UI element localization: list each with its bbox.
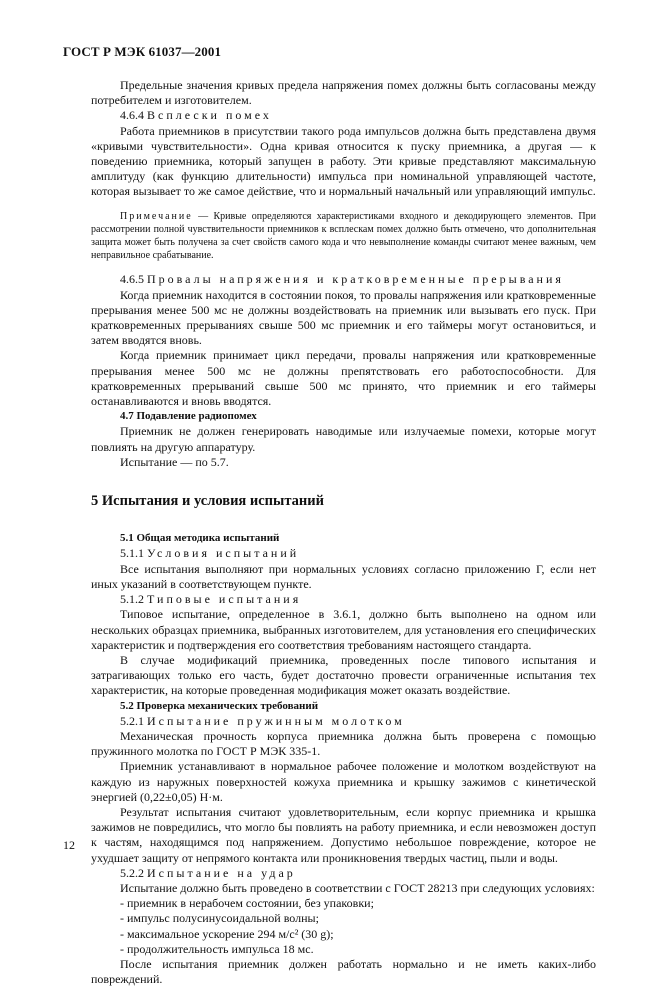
paragraph: Механическая прочность корпуса приемника должна быть проверена с помощью пружинного молотка по ГОСТ Р МЭК 335-1. [91, 728, 596, 759]
list-item: - импульс полусинусоидальной волны; [120, 911, 319, 926]
paragraph: После испытания приемник должен работать нормально и не иметь каких-либо повреждений. [91, 956, 596, 987]
list-item: - продолжительность импульса 18 мс. [120, 941, 314, 956]
document-header: ГОСТ Р МЭК 61037—2001 [63, 44, 222, 59]
section-title: Типовые испытания [147, 592, 302, 607]
section-heading-5-2-2 [91, 866, 596, 881]
paragraph: Предельные значения кривых предела напряжения помех должны быть согласованы между потребителем и изготовителем. [91, 78, 596, 108]
section-heading-5-2: 5.2 Проверка механических требований [120, 699, 319, 712]
list-item: - максимальное ускорение 294 м/с² (30 g); [120, 926, 334, 941]
paragraph: Работа приемников в присутствии такого рода импульсов должна быть представлена двумя «кривыми чувствительности». Одна кривая относится к пуску приемника, а другая — к поведению приемника, который запущен в работу. Эти кривые представляют максимальную амплитуду (как функцию длительности) импульса при номинальной управляющей частоте, которая вызывает то же самое действие, что и нормальный начальный или управляющий импульс. [91, 123, 596, 199]
section-number: 5.1.2 [120, 592, 144, 607]
paragraph: Испытание — по 5.7. [120, 454, 229, 469]
chapter-heading-5: 5 Испытания и условия испытаний [91, 493, 324, 510]
paragraph: Приемник устанавливают в нормальное рабочее положение и молотком воздействуют на каждую из наружных поверхностей кожуха приемника и крышку зажимов с кинетической энергией (0,22±0,05) Н·м. [91, 759, 596, 804]
paragraph: Результат испытания считают удовлетворительным, если корпус приемника и крышка зажимов не повредились, что могло бы повлиять на работу приемника, и если невозможен доступ к частям, находящимся под напряжением. Допустимо небольшое повреждение, которое не ухудшает защиту от непрямого контакта или проникновения твердых частиц, пыли и воды. [91, 804, 596, 865]
section-heading-4-6-5 [91, 272, 596, 287]
note [91, 210, 596, 263]
section-heading-4-7: 4.7 Подавление радиопомех [120, 410, 257, 423]
section-heading-5-1-2 [91, 592, 596, 607]
section-title: Всплески помех [147, 108, 272, 123]
paragraph: Все испытания выполняют при нормальных условиях согласно приложению Г, если нет иных указаний в соответствующем пункте. [91, 561, 596, 591]
section-title: Испытание пружинным молотком [147, 713, 405, 728]
note-text: — Кривые определяются характеристиками входного и декодирующего элементов. При рассмотрении полной чувствительности приемников к всплескам помех должно быть отмечено, что дополнительная защита может быть получена за счет свойств самого кода и что невыполнение команды считают менее важным, чем неправильное срабатывание. [91, 210, 596, 262]
section-number: 5.1.1 [120, 546, 144, 561]
list-item: - приемник в нерабочем состоянии, без упаковки; [120, 896, 374, 911]
section-heading-5-1-1 [91, 546, 596, 561]
paragraph: Типовое испытание, определенное в 3.6.1, должно быть выполнено на одном или нескольких образцах приемника, выбранных изготовителем, для установления его специфических характеристик и подтверждения его соответствия требованиям настоящего стандарта. [91, 607, 596, 652]
section-number: 5.2.2 [120, 865, 144, 880]
page-number: 12 [63, 838, 75, 852]
paragraph: Когда приемник находится в состоянии покоя, то провалы напряжения или кратковременные прерывания менее 500 мс не должны воздействовать на приемник или вызывать его пуск. При кратковременных прерываниях свыше 500 мс приемник и его таймеры могут остановиться, и затем вводятся вновь. [91, 287, 596, 348]
note-label: Примечание [120, 210, 193, 222]
paragraph: Когда приемник принимает цикл передачи, провалы напряжения или кратковременные прерывания менее 500 мс не должны препятствовать его работоспособности. Для кратковременных прерываний свыше 500 мс принято, что приемник и его таймеры останавливаются и вновь вводятся. [91, 348, 596, 409]
section-number: 5.2.1 [120, 713, 144, 728]
document-body [91, 78, 596, 987]
paragraph: В случае модификаций приемника, проведенных после типового испытания и затрагивающих только его часть, будет достаточно провести ограниченные испытания тех характеристик, на которые проведенная модификация может оказать воздействие. [91, 652, 596, 698]
paragraph: Приемник не должен генерировать наводимые или излучаемые помехи, которые могут повлиять на другую аппаратуру. [91, 424, 596, 454]
section-title: Испытание на удар [147, 865, 296, 880]
section-heading-4-6-4 [91, 108, 596, 123]
section-title: Условия испытаний [147, 546, 300, 561]
paragraph: Испытание должно быть проведено в соответствии с ГОСТ 28213 при следующих условиях: [120, 880, 595, 895]
section-number: 4.6.4 [120, 108, 144, 123]
section-heading-5-2-1 [91, 714, 596, 729]
section-title: Провалы напряжения и кратковременные прерывания [147, 272, 564, 287]
section-number: 4.6.5 [120, 272, 144, 287]
section-heading-5-1: 5.1 Общая методика испытаний [120, 532, 280, 545]
